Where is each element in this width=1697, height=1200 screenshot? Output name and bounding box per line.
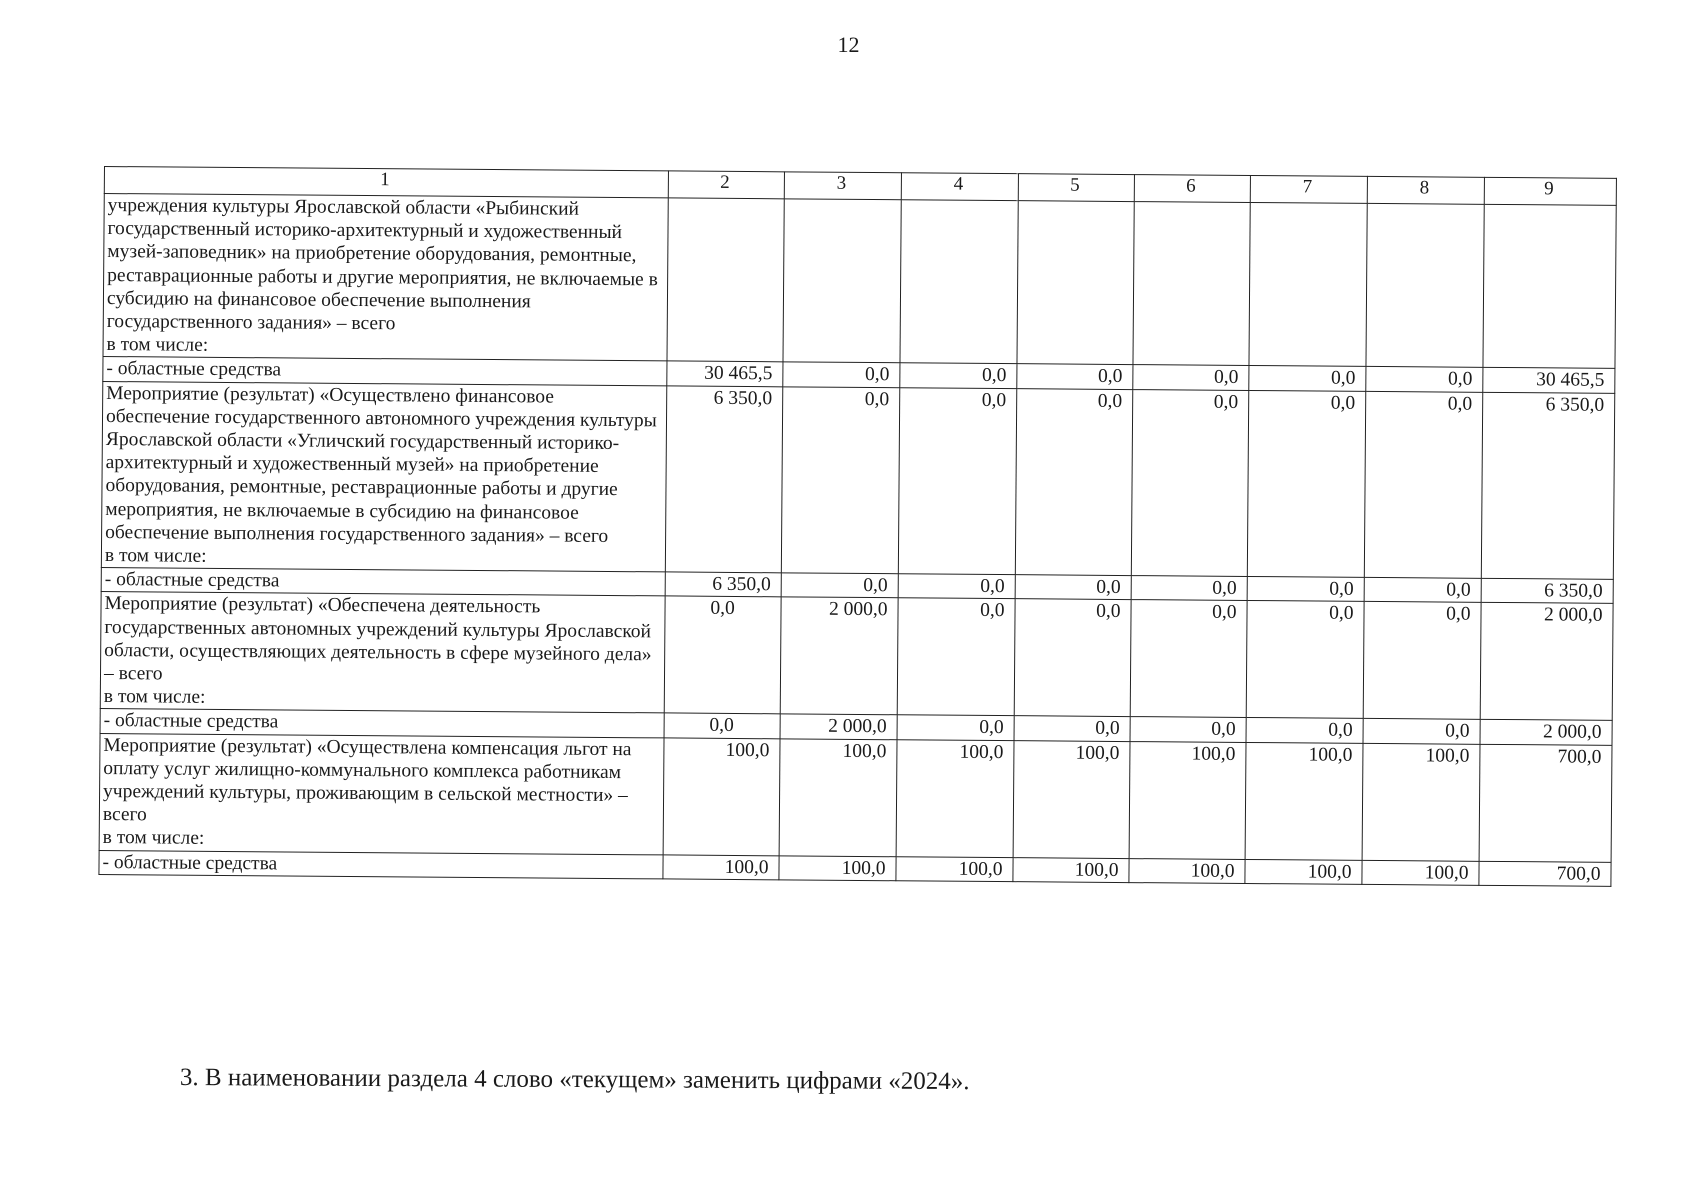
table-body [99,194,1616,887]
column-header: 7 [1250,176,1367,204]
value-cell: 0,0 [1014,599,1131,717]
value-cell: 2 000,0 [780,597,898,715]
value-cell: 0,0 [1366,367,1483,392]
value-cell [783,199,901,363]
value-cell: 0,0 [1364,578,1481,603]
value-cell: 0,0 [1131,389,1248,577]
column-header: 3 [784,172,901,200]
value-cell [1133,202,1250,366]
value-cell: 0,0 [1247,390,1365,578]
value-cell: 6 350,0 [665,572,781,597]
value-cell: 0,0 [1246,718,1363,743]
value-cell: 0,0 [898,387,1016,575]
table-row [101,381,1614,579]
value-cell: 100,0 [779,856,896,881]
value-cell: 100,0 [896,739,1014,857]
value-cell: 0,0 [1247,577,1364,602]
column-header: 9 [1484,177,1616,205]
value-cell: 0,0 [1363,602,1481,720]
value-cell [1017,201,1134,365]
value-cell: 0,0 [1363,719,1480,744]
value-cell: 100,0 [1013,857,1129,882]
column-header: 2 [668,171,784,199]
value-cell: 0,0 [1364,391,1482,579]
value-cell: 0,0 [900,363,1017,388]
value-cell: 100,0 [779,738,897,856]
row-description: Мероприятие (результат) «Осуществлено финансовое обеспечение государственного автономного учреждения культуры Ярославской области «Угличский государственный историко-архитектурный и художественный музей» на приобретение оборудования, ремонтные, реставрационные работы и другие мероприятия, не включаемые в субсидию на финансовое обеспечение выполнения государственного задания» – всего в том числе: [101,381,666,572]
value-cell: 0,0 [1130,717,1246,742]
value-cell: 2 000,0 [1480,603,1613,721]
closing-note: 3. В наименовании раздела 4 слово «текущем» заменить цифрами «2024». [179,1064,970,1096]
value-cell: 100,0 [1245,859,1362,884]
column-header: 5 [1018,174,1134,202]
value-cell: 6 350,0 [1481,392,1614,580]
value-cell: 0,0 [1131,576,1247,601]
value-cell: 0,0 [664,596,781,714]
value-cell: 100,0 [1013,740,1130,858]
value-cell: 100,0 [1245,742,1363,860]
value-cell: 100,0 [1362,860,1479,885]
value-cell: 0,0 [897,715,1014,740]
value-cell: 0,0 [898,574,1015,599]
value-cell: 100,0 [663,855,779,880]
column-header: 8 [1367,176,1484,204]
value-cell: 2 000,0 [1480,720,1612,745]
row-description: - областные средства [101,568,665,597]
value-cell: 0,0 [1246,601,1364,719]
value-cell: 2 000,0 [780,714,897,739]
value-cell [1249,203,1367,367]
value-cell: 700,0 [1479,744,1612,862]
row-description: - областные средства [100,709,664,738]
value-cell: 6 350,0 [665,386,782,574]
row-description: учреждения культуры Ярославской области «Рыбинский государственный историко-архитектурный и художественный музей-заповедник» на приобретение оборудования, ремонтные, реставрационные работы и другие мероприятия, не включаемые в субсидию на финансовое обеспечение выполнения государственного задания» – всего в том числе: [103,194,668,362]
column-header: 1 [104,167,668,198]
value-cell: 0,0 [781,386,899,574]
value-cell: 30 465,5 [1483,368,1615,393]
value-cell: 30 465,5 [667,361,783,386]
value-cell: 100,0 [1129,858,1245,883]
table-row [99,733,1612,862]
value-cell: 0,0 [783,362,900,387]
page-number: 12 [837,32,860,57]
value-cell: 0,0 [1249,366,1366,391]
column-header: 4 [901,173,1018,201]
value-cell: 700,0 [1479,861,1611,886]
value-cell [900,200,1018,364]
value-cell: 0,0 [1014,716,1130,741]
value-cell: 0,0 [1015,575,1131,600]
row-description: - областные средства [99,850,663,879]
value-cell: 0,0 [1130,600,1247,718]
row-description: - областные средства [103,357,667,386]
value-cell: 100,0 [1129,741,1246,859]
row-description: Мероприятие (результат) «Обеспечена деятельность государственных автономных учреждений культуры Ярославской области, осуществляющих деятельность в сфере музейного дела» – всего в том числе: [100,592,665,713]
value-cell: 100,0 [896,856,1013,881]
value-cell: 100,0 [663,738,780,856]
row-description: Мероприятие (результат) «Осуществлена компенсация льгот на оплату услуг жилищно-коммунального комплекса работникам учреждений культуры, проживающим в сельской местности» – всего в том числе: [99,733,664,854]
budget-table [98,166,1617,887]
column-header: 6 [1134,175,1250,203]
value-cell: 0,0 [897,598,1015,716]
value-cell: 100,0 [1362,743,1480,861]
table-row [100,592,1613,721]
value-cell [667,198,784,362]
value-cell [1483,204,1616,368]
value-cell: 0,0 [1017,364,1133,389]
value-cell: 0,0 [781,573,898,598]
value-cell: 0,0 [664,713,780,738]
value-cell: 6 350,0 [1481,579,1613,604]
table-row [103,194,1616,369]
value-cell: 0,0 [1015,388,1132,576]
value-cell [1366,203,1484,367]
value-cell: 0,0 [1133,365,1249,390]
